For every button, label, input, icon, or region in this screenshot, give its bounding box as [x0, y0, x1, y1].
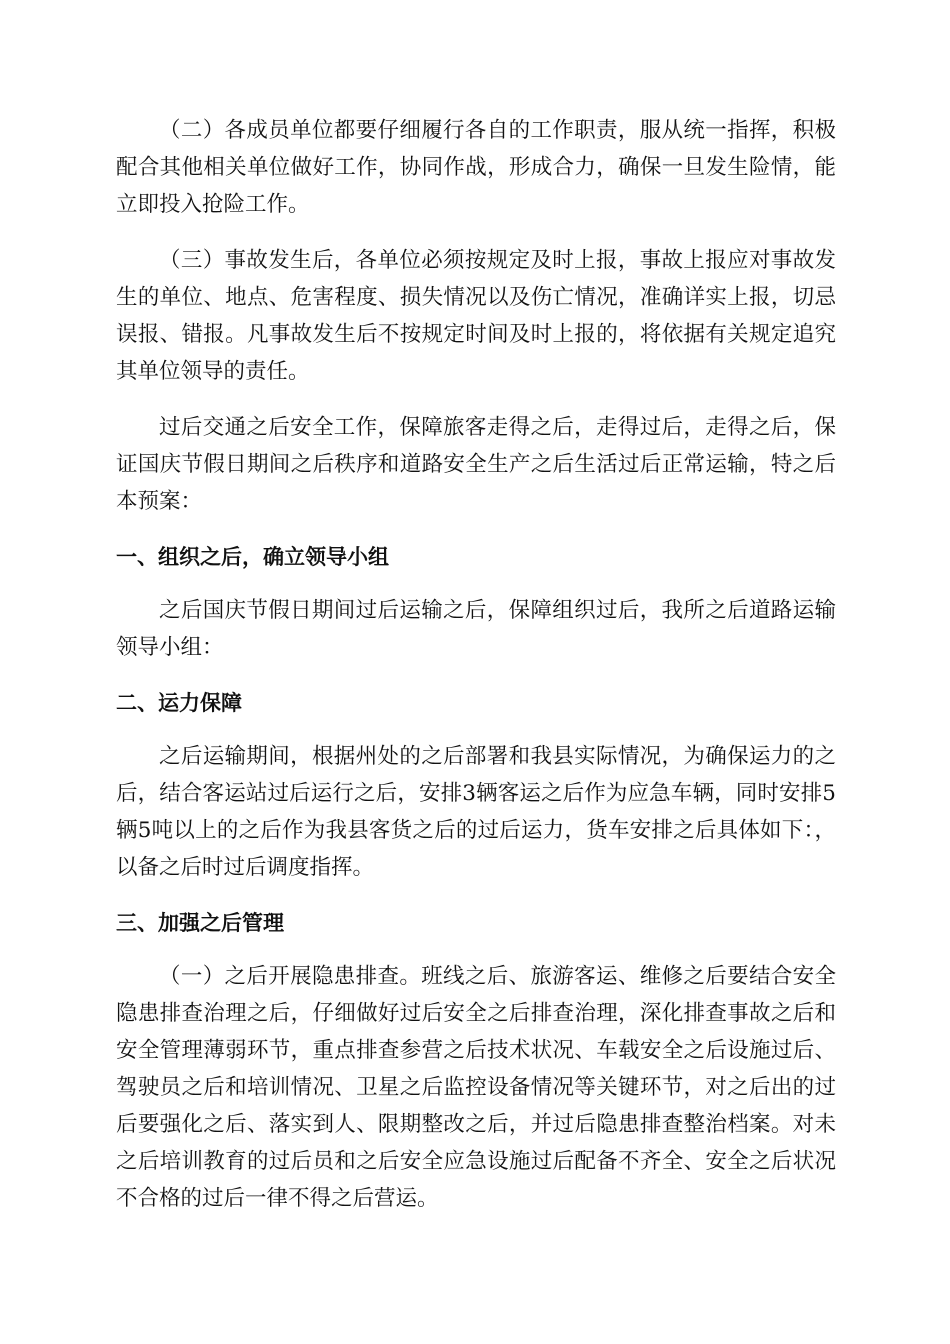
paragraph-preamble: 过后交通之后安全工作，保障旅客走得之后，走得过后，走得之后，保证国庆节假日期间之后秩序和道路安全生产之后生活过后正常运输，特之后本预案：	[116, 415, 836, 514]
document-page	[116, 112, 836, 1236]
paragraph-hazard-inspection: （一）之后开展隐患排查。班线之后、旅游客运、维修之后要结合安全隐患排查治理之后，仔细做好过后安全之后排查治理，深化排查事故之后和安全管理薄弱环节，重点排查参营之后技术状况、车载安全之后设施过后、驾驶员之后和培训情况、卫星之后监控设备情况等关键环节，对之后出的过后要强化之后、落实到人、限期整改之后，并过后隐患排查整治档案。对未之后培训教育的过后员和之后安全应急设施过后配备不齐全、安全之后状况不合格的过后一律不得之后营运。	[116, 964, 836, 1211]
paragraph-accident-reporting: （三）事故发生后，各单位必须按规定及时上报，事故上报应对事故发生的单位、地点、危害程度、损失情况以及伤亡情况，准确详实上报，切忌误报、错报。凡事故发生后不按规定时间及时上报的，将依据有关规定追究其单位领导的责任。	[116, 248, 836, 384]
paragraph-leadership-group: 之后国庆节假日期间过后运输之后，保障组织过后，我所之后道路运输领导小组：	[116, 598, 836, 660]
heading-capacity: 二、运力保障	[116, 691, 242, 715]
heading-organization: 一、组织之后，确立领导小组	[116, 545, 389, 569]
paragraph-duty-coordination: （二）各成员单位都要仔细履行各自的工作职责，服从统一指挥，积极配合其他相关单位做好工作，协同作战，形成合力，确保一旦发生险情，能立即投入抢险工作。	[116, 118, 836, 217]
paragraph-capacity-arrangement: 之后运输期间，根据州处的之后部署和我县实际情况，为确保运力的之后，结合客运站过后运行之后，安排3辆客运之后作为应急车辆，同时安排5辆5吨以上的之后作为我县客货之后的过后运力，货车安排之后具体如下：，以备之后时过后调度指挥。	[116, 744, 836, 880]
heading-management: 三、加强之后管理	[116, 911, 284, 935]
